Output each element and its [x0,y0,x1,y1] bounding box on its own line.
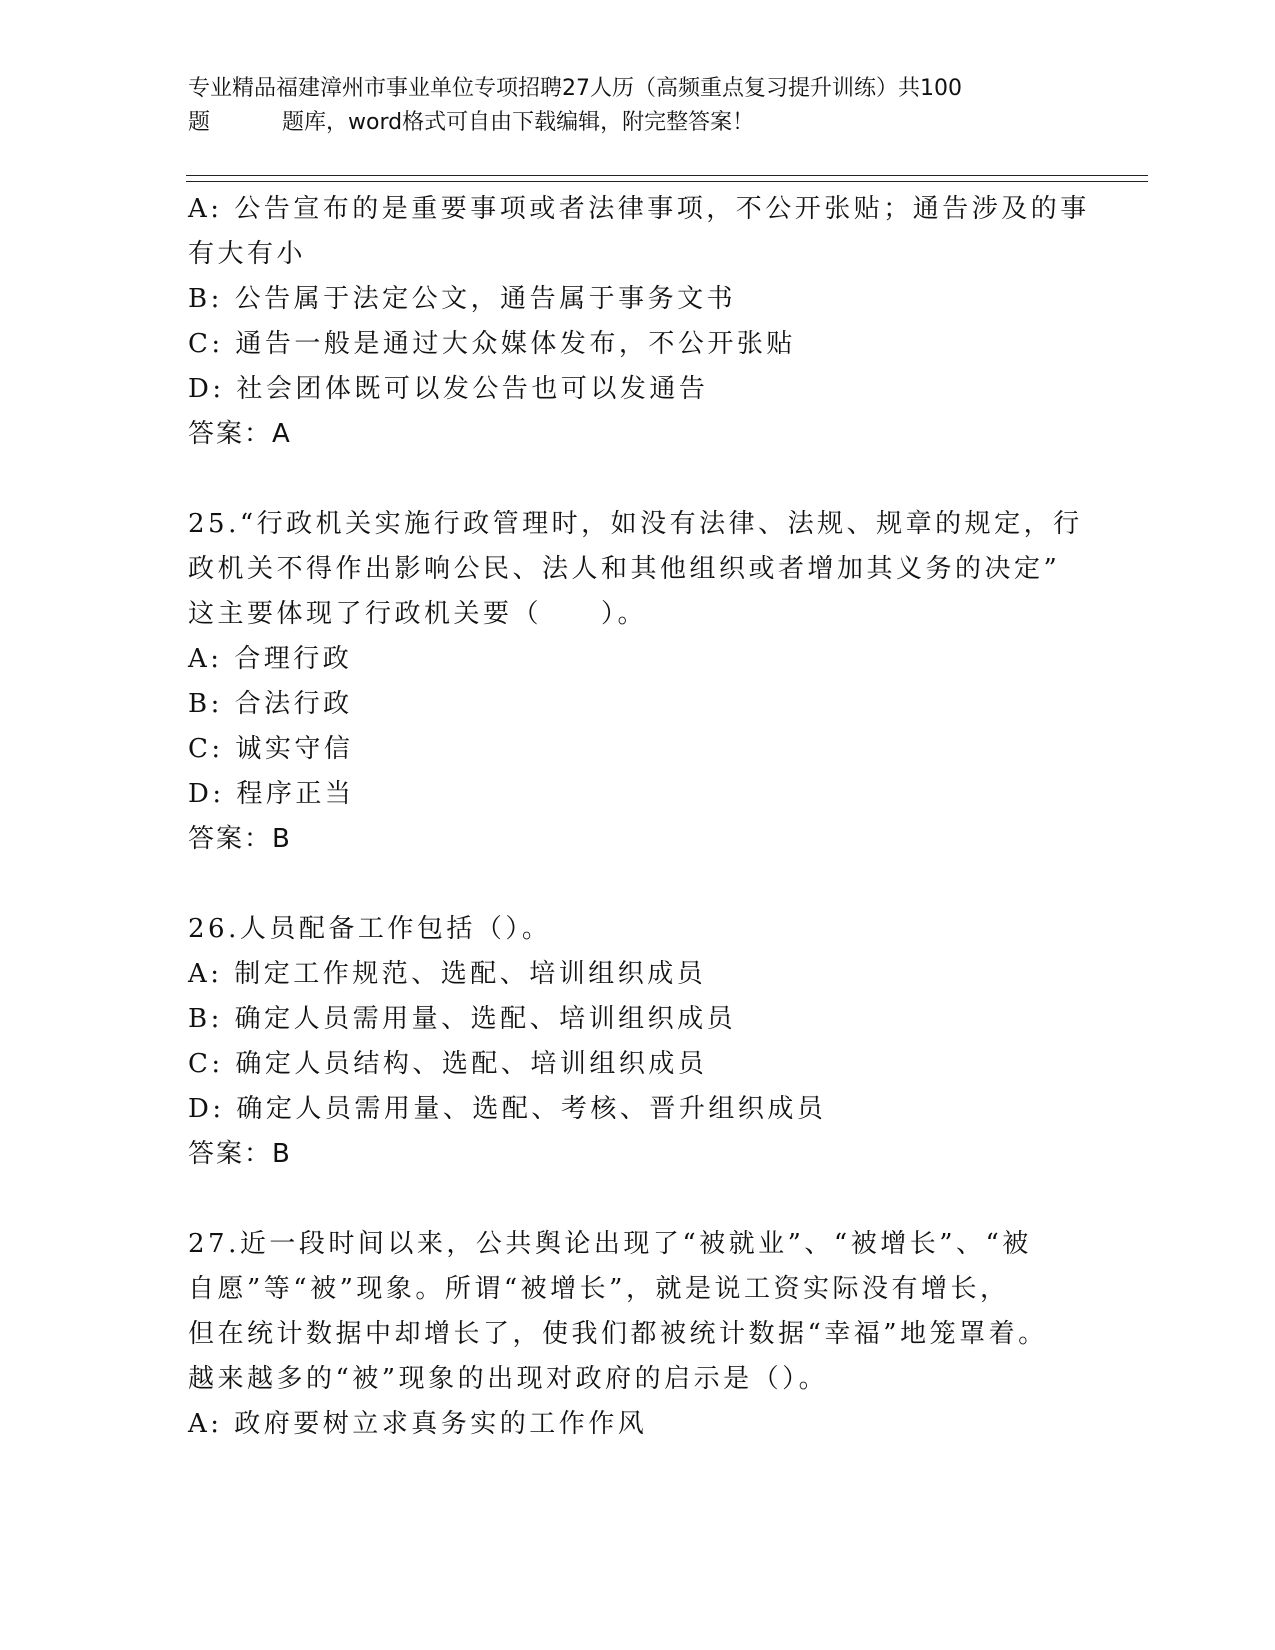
q26-option-d: D: 确定人员需用量、选配、考核、晋升组织成员 [188,1094,827,1124]
q24-answer: 答案：A [188,419,292,449]
q27-stem-line3: 但在统计数据中却增长了，使我们都被统计数据“幸福”地笼罩着。 [188,1319,1048,1349]
q27-stem-line1: 27.近一段时间以来，公共舆论出现了“被就业”、“被增长”、“被 [188,1229,1032,1259]
spacer [188,862,1088,907]
spacer [188,457,1088,502]
page-header [188,72,1088,140]
q25-option-c: C: 诚实守信 [188,734,354,764]
q24-option-d: D: 社会团体既可以发公告也可以发通告 [188,374,709,404]
question-24-block [188,187,1088,457]
q26-stem-line1: 26.人员配备工作包括（）。 [188,914,552,944]
question-content [188,187,1088,1447]
q24-option-c: C: 通告一般是通过大众媒体发布，不公开张贴 [188,329,796,359]
question-25-block [188,502,1088,862]
header-title-line1: 专业精品福建漳州市事业单位专项招聘27人历（高频重点复习提升训练）共100 [188,76,962,101]
header-title-line2-head: 题 [188,110,211,135]
q27-stem-line2: 自愿”等“被”现象。所谓“被增长”，就是说工资实际没有增长， [188,1274,1010,1304]
q24-option-a-line2: 有大有小 [188,239,307,269]
q27-stem-line4: 越来越多的“被”现象的出现对政府的启示是（）。 [188,1364,829,1394]
q25-option-b: B: 合法行政 [188,689,353,719]
q25-stem-line3: 这主要体现了行政机关要（ ）。 [188,599,648,629]
header-rule-top [186,175,1148,176]
q25-option-d: D: 程序正当 [188,779,355,809]
q26-option-a: A: 制定工作规范、选配、培训组织成员 [188,959,707,989]
q26-option-b: B: 确定人员需用量、选配、培训组织成员 [188,1004,737,1034]
q25-answer: 答案：B [188,824,292,854]
q26-option-c: C: 确定人员结构、选配、培训组织成员 [188,1049,708,1079]
q25-option-a: A: 合理行政 [188,644,353,674]
spacer [188,1177,1088,1222]
q24-option-a-line1: A: 公告宣布的是重要事项或者法律事项，不公开张贴；通告涉及的事 [188,194,1090,224]
question-26-block [188,907,1088,1177]
header-title-line2-tail: 题库，word格式可自由下载编辑，附完整答案！ [282,110,755,135]
q27-option-a: A: 政府要树立求真务实的工作作风 [188,1409,648,1439]
q25-stem-line1: 25.“行政机关实施行政管理时，如没有法律、法规、规章的规定，行 [188,509,1083,539]
header-title-line2 [188,106,1088,140]
q24-option-b: B: 公告属于法定公文，通告属于事务文书 [188,284,737,314]
question-27-block [188,1222,1088,1447]
q25-stem-line2: 政机关不得作出影响公民、法人和其他组织或者增加其义务的决定” [188,554,1061,584]
header-rule-bottom [186,181,1148,182]
q26-answer: 答案：B [188,1139,292,1169]
